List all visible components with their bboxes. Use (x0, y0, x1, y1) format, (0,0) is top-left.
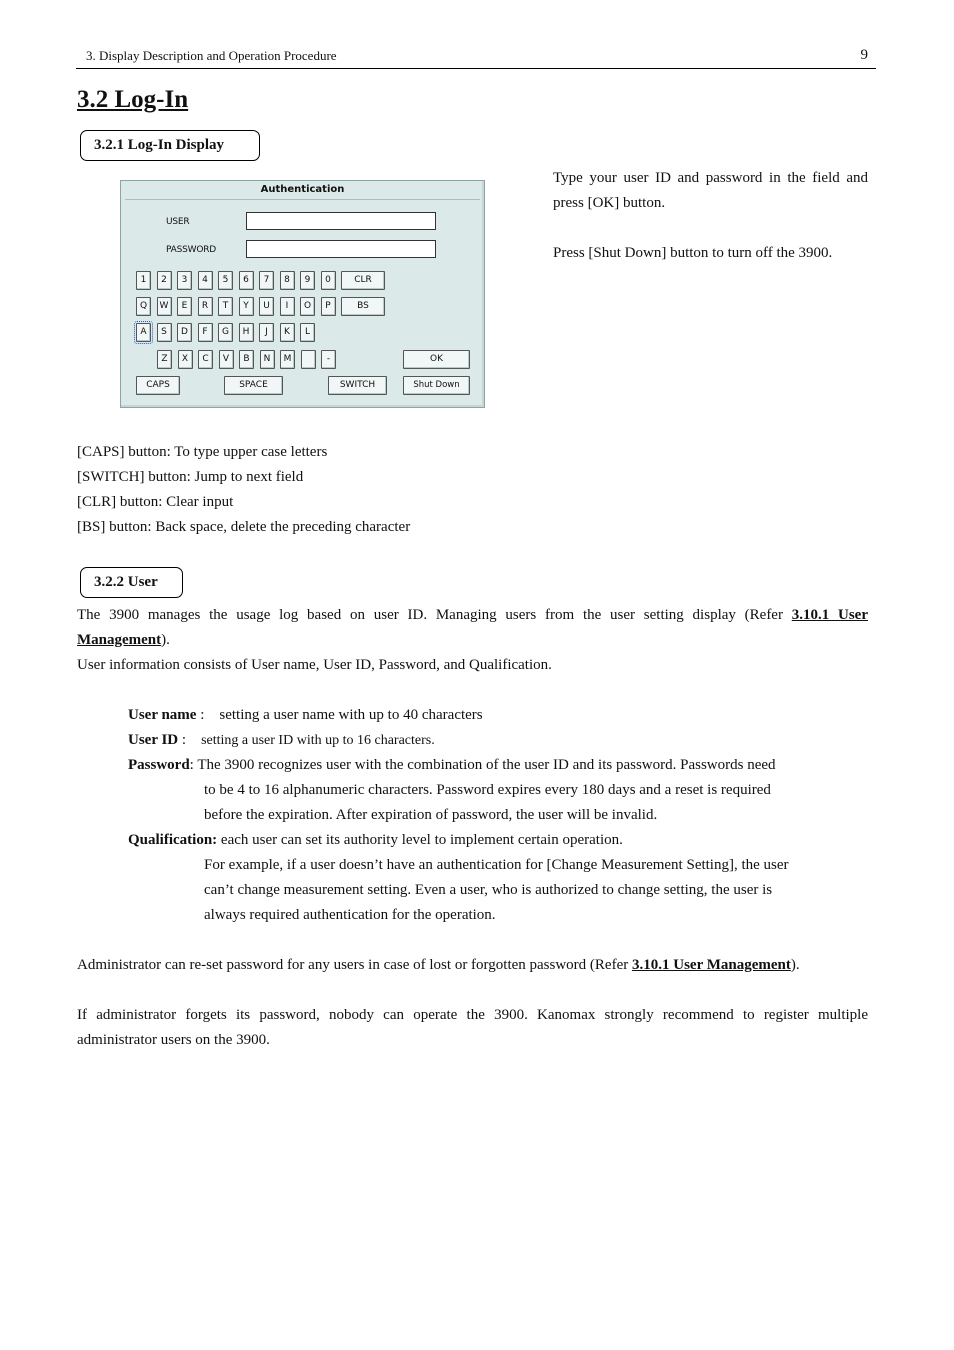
key-h[interactable]: H (239, 323, 254, 342)
key-dash[interactable]: - (321, 350, 336, 369)
key-p[interactable]: P (321, 297, 336, 316)
desc-qualification-cont3: always required authentication for the operation. (204, 907, 496, 923)
key-w[interactable]: W (157, 297, 172, 316)
login-instruction: Type your user ID and password in the field and press [OK] button. (553, 170, 868, 211)
key-k[interactable]: K (280, 323, 295, 342)
user-intro-paragraph (77, 603, 868, 653)
key-7[interactable]: 7 (259, 271, 274, 290)
key-1[interactable]: 1 (136, 271, 151, 290)
key-f[interactable]: F (198, 323, 213, 342)
space-button[interactable]: SPACE (224, 376, 283, 395)
key-8[interactable]: 8 (280, 271, 295, 290)
key-3[interactable]: 3 (177, 271, 192, 290)
ref-user-management[interactable]: 3.10.1 User Management (77, 607, 868, 648)
desc-user-id: setting a user ID with up to 16 characters. (201, 733, 435, 748)
key-m[interactable]: M (280, 350, 295, 369)
user-info-paragraph: User information consists of User name, User ID, Password, and Qualification. (77, 657, 552, 673)
key-q[interactable]: Q (136, 297, 151, 316)
user-label: USER (166, 217, 190, 227)
subsection-title-user: 3.2.2 User (80, 567, 183, 598)
key-j[interactable]: J (259, 323, 274, 342)
key-r[interactable]: R (198, 297, 213, 316)
key-s[interactable]: S (157, 323, 172, 342)
key-5[interactable]: 5 (218, 271, 233, 290)
switch-button[interactable]: SWITCH (328, 376, 387, 395)
key-i[interactable]: I (280, 297, 295, 316)
key-y[interactable]: Y (239, 297, 254, 316)
key-o[interactable]: O (300, 297, 315, 316)
desc-qualification: each user can set its authority level to implement certain operation. (217, 832, 623, 848)
admin-reset-end: ). (790, 957, 800, 973)
section-title: 3.2 Log-In (77, 86, 189, 113)
desc-qualification-cont1: For example, if a user doesn’t have an authentication for [Change Measurement Setting], the user (204, 857, 789, 873)
key-g[interactable]: G (218, 323, 233, 342)
key-a[interactable]: A (136, 323, 151, 342)
key-0[interactable]: 0 (321, 271, 336, 290)
def-qualification (128, 828, 868, 853)
def-user-id (128, 728, 868, 753)
clr-button[interactable]: CLR (341, 271, 385, 290)
key-9[interactable]: 9 (300, 271, 315, 290)
desc-user-name: setting a user name with up to 40 characters (219, 707, 483, 723)
key-e[interactable]: E (177, 297, 192, 316)
ok-button[interactable]: OK (403, 350, 470, 369)
term-qualification: Qualification: (128, 832, 218, 848)
subsection-title-login-display: 3.2.1 Log-In Display (80, 130, 260, 161)
user-intro-text: The 3900 manages the usage log based on user ID. Managing users from the user setting display (Refer (77, 607, 792, 623)
desc-password-cont1: to be 4 to 16 alphanumeric characters. Password expires every 180 days and a reset is required (204, 782, 771, 798)
def-password (128, 753, 868, 778)
user-input[interactable] (246, 212, 436, 230)
shutdown-instruction: Press [Shut Down] button to turn off the 3900. (553, 245, 833, 261)
note-caps: [CAPS] button: To type upper case letters (77, 444, 328, 460)
ref-user-management-2[interactable]: 3.10.1 User Management (632, 957, 791, 973)
key-d[interactable]: D (177, 323, 192, 342)
admin-reset-text: Administrator can re-set password for any users in case of lost or forgotten password (Refer (77, 957, 632, 973)
note-bs: [BS] button: Back space, delete the preceding character (77, 519, 411, 535)
password-input[interactable] (246, 240, 436, 258)
key-l[interactable]: L (300, 323, 315, 342)
key-n[interactable]: N (260, 350, 275, 369)
note-clr: [CLR] button: Clear input (77, 494, 234, 510)
user-intro-end: ). (161, 632, 170, 648)
key-4[interactable]: 4 (198, 271, 213, 290)
term-user-name: User name (128, 707, 197, 723)
dialog-title-divider (125, 199, 480, 200)
key-x[interactable]: X (178, 350, 193, 369)
term-password: Password (128, 757, 190, 773)
sep: : (196, 707, 220, 723)
key-2[interactable]: 2 (157, 271, 172, 290)
key-t[interactable]: T (218, 297, 233, 316)
authentication-dialog (120, 180, 485, 408)
page-number: 9 (860, 47, 868, 63)
key-v[interactable]: V (219, 350, 234, 369)
key-6[interactable]: 6 (239, 271, 254, 290)
dialog-title: Authentication (260, 184, 345, 195)
desc-password-cont2: before the expiration. After expiration of password, the user will be invalid. (204, 807, 658, 823)
key-blank[interactable] (301, 350, 316, 369)
admin-reset-paragraph (77, 953, 868, 978)
password-label: PASSWORD (166, 245, 217, 255)
key-c[interactable]: C (198, 350, 213, 369)
key-z[interactable]: Z (157, 350, 172, 369)
running-header: 3. Display Description and Operation Procedure (86, 48, 337, 63)
admin-warning-paragraph: If administrator forgets its password, nobody can operate the 3900. Kanomax strongly recommend to register multiple administrator users on the 3900. (77, 1007, 868, 1048)
def-user-name (128, 703, 868, 728)
note-switch: [SWITCH] button: Jump to next field (77, 469, 304, 485)
desc-password: : The 3900 recognizes user with the combination of the user ID and its password. Passwords need (189, 757, 776, 773)
term-user-id: User ID (128, 732, 179, 748)
key-u[interactable]: U (259, 297, 274, 316)
caps-button[interactable]: CAPS (136, 376, 180, 395)
desc-qualification-cont2: can’t change measurement setting. Even a user, who is authorized to change setting, the user is (204, 882, 773, 898)
sep: : (178, 732, 202, 748)
shut-down-button[interactable]: Shut Down (403, 376, 470, 395)
bs-button[interactable]: BS (341, 297, 385, 316)
header-rule (76, 68, 876, 69)
key-b[interactable]: B (239, 350, 254, 369)
